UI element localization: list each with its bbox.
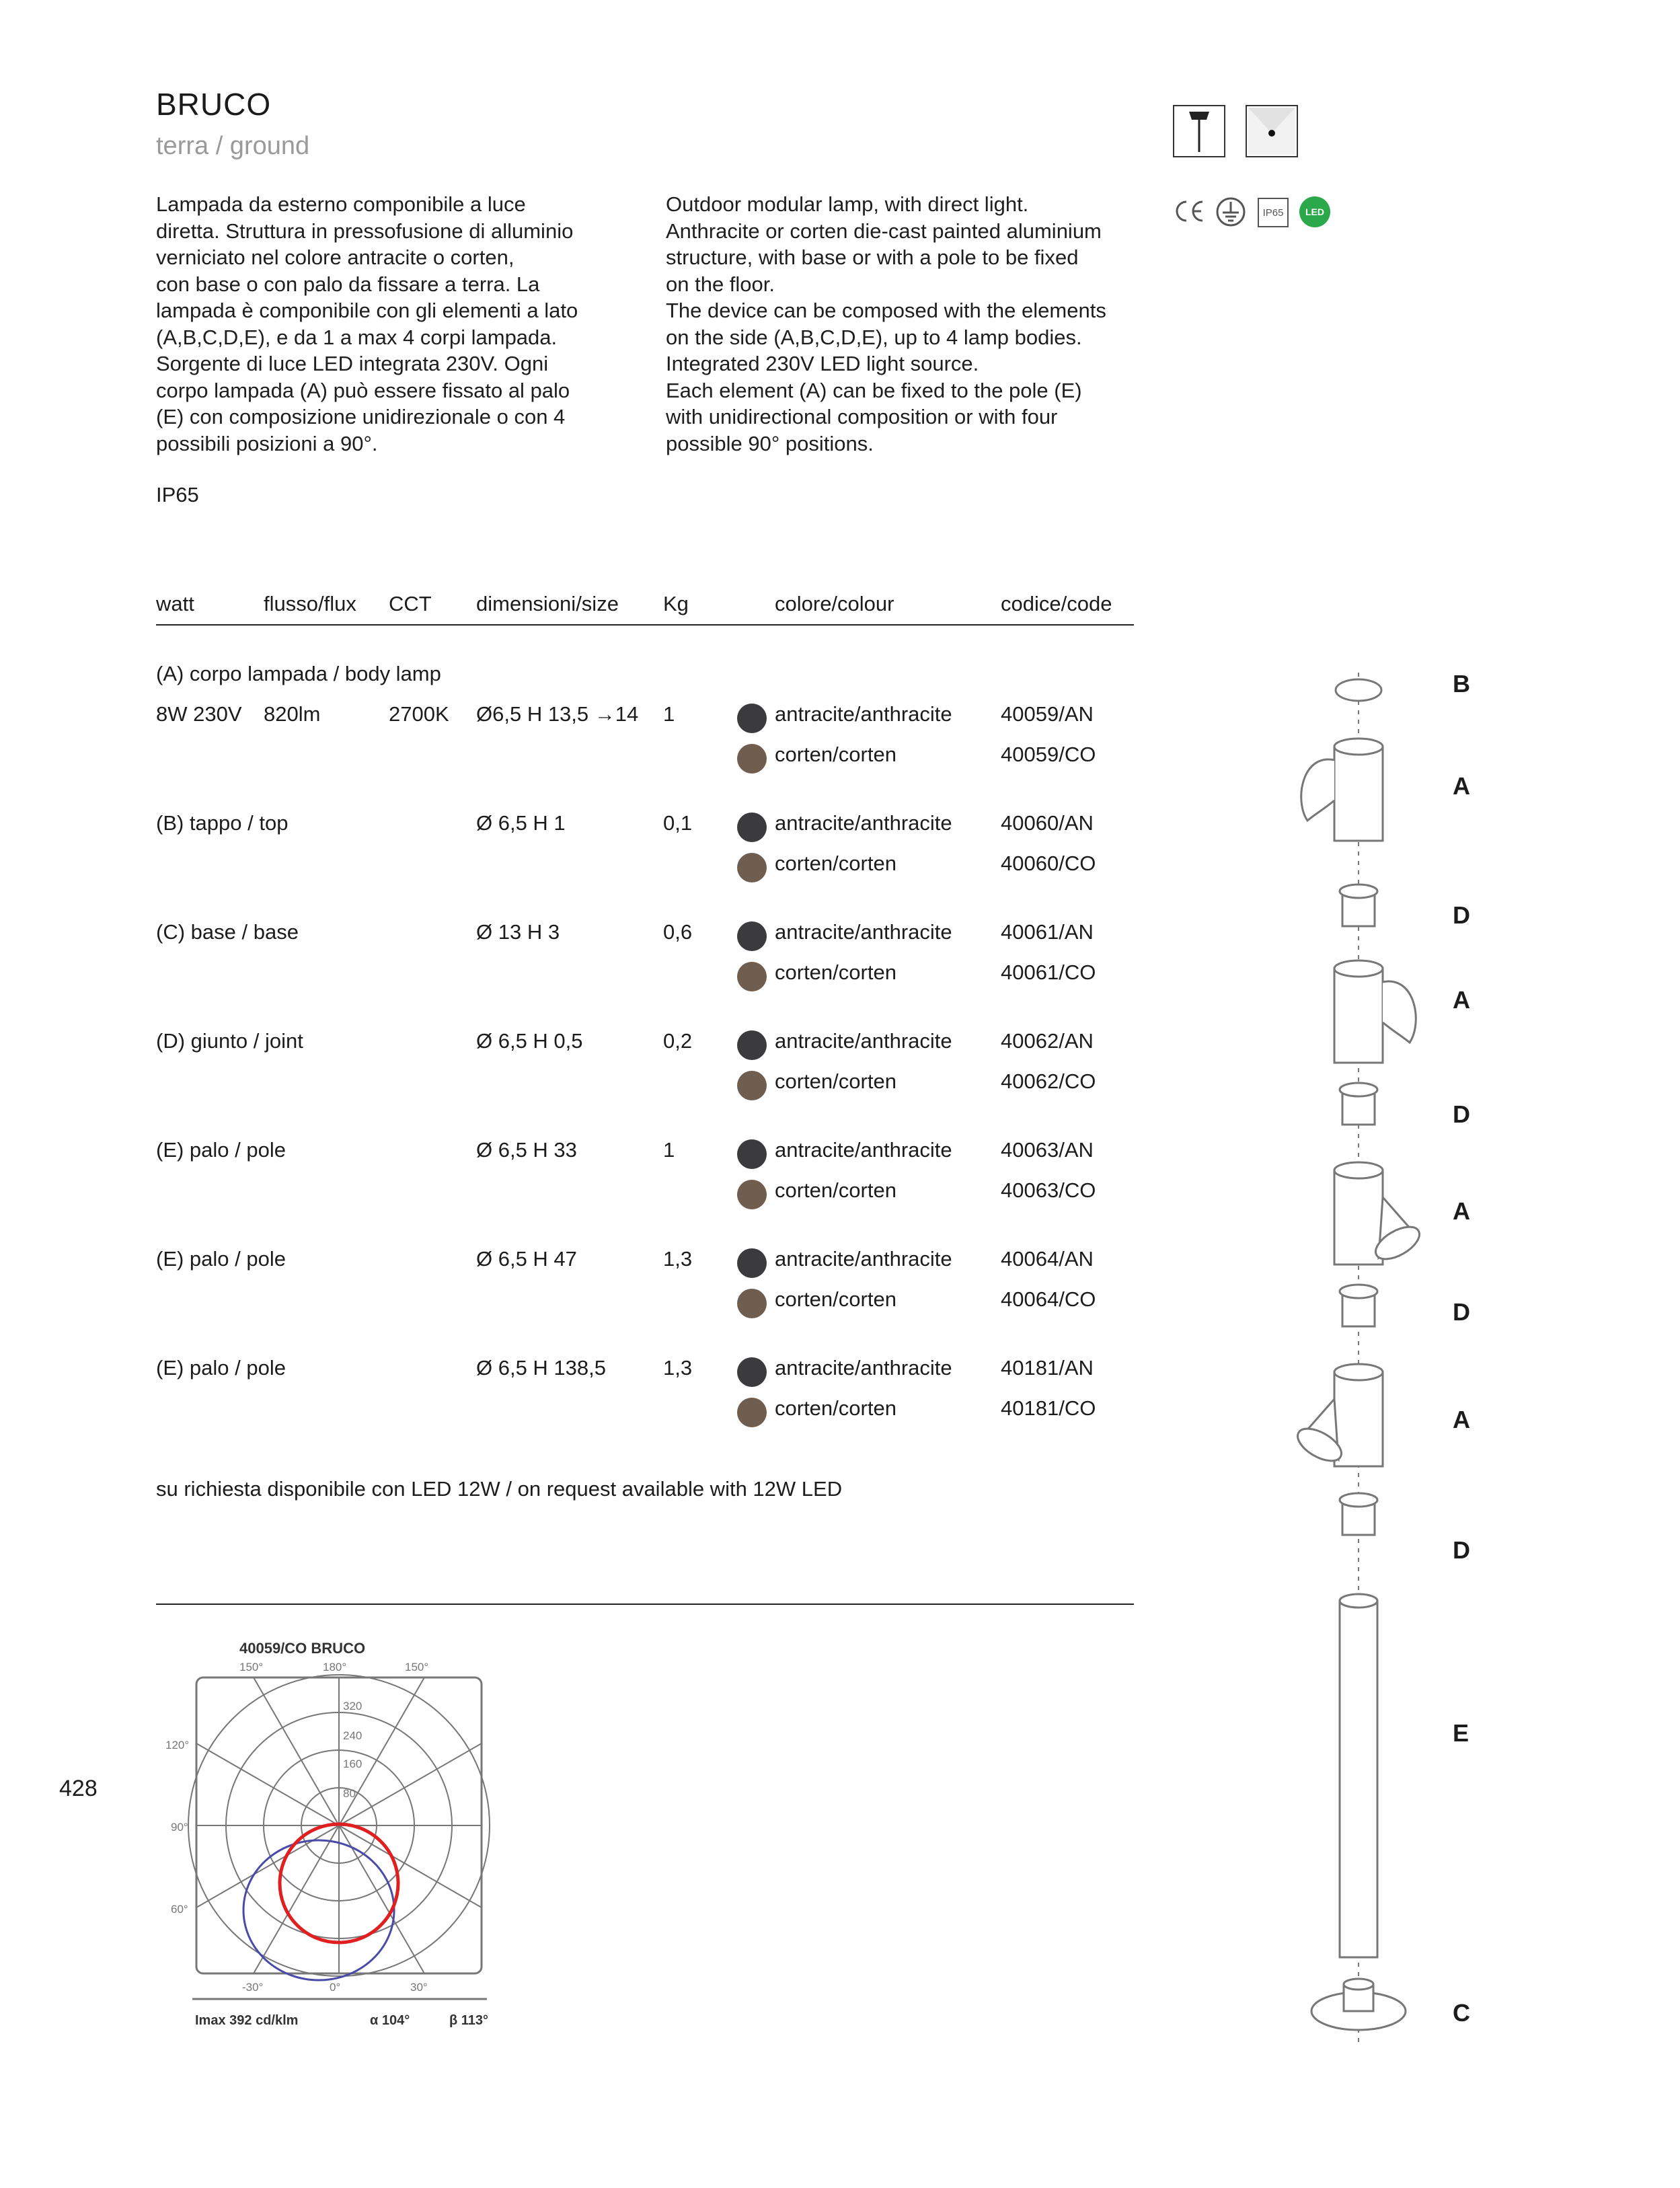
description-line: with unidirectional composition or with four bbox=[666, 405, 1058, 428]
product-subtitle: terra / ground bbox=[156, 132, 310, 160]
cell-colour: antracite/anthracite bbox=[775, 920, 952, 944]
anthracite-swatch bbox=[737, 1139, 767, 1169]
cell-watt: 8W 230V bbox=[156, 702, 242, 726]
cell-code: 40059/CO bbox=[1001, 743, 1096, 766]
part-letter: D bbox=[1453, 901, 1470, 929]
cell-size: Ø 6,5 H 138,5 bbox=[476, 1356, 607, 1380]
exploded-assembly-drawing bbox=[1278, 659, 1439, 2072]
description-line: on the side (A,B,C,D,E), up to 4 lamp bodies. bbox=[666, 325, 1082, 349]
row-label: (E) palo / pole bbox=[156, 1138, 286, 1162]
cell-colour: corten/corten bbox=[775, 960, 896, 984]
description-line: corpo lampada (A) può essere fissato al palo bbox=[156, 378, 570, 402]
page-number: 428 bbox=[59, 1776, 98, 1801]
cell-colour: antracite/anthracite bbox=[775, 1029, 952, 1053]
corten-swatch bbox=[737, 744, 767, 774]
cell-code: 40181/AN bbox=[1001, 1356, 1094, 1380]
radial-label: 320 bbox=[343, 1700, 362, 1712]
description-line: Outdoor modular lamp, with direct light. bbox=[666, 192, 1029, 216]
table-header-divider bbox=[156, 624, 1134, 626]
description-english bbox=[666, 191, 1150, 457]
part-letter: C bbox=[1453, 1999, 1470, 2027]
cell-kg: 1,3 bbox=[663, 1356, 693, 1380]
cell-kg: 0,6 bbox=[663, 920, 693, 944]
cell-code: 40060/CO bbox=[1001, 852, 1096, 875]
earth-ground-icon bbox=[1215, 196, 1247, 231]
cell-flux: 820lm bbox=[264, 702, 321, 726]
part-letter: E bbox=[1453, 1719, 1469, 1747]
cell-code: 40064/CO bbox=[1001, 1287, 1096, 1311]
cell-code: 40063/AN bbox=[1001, 1138, 1094, 1162]
anthracite-swatch bbox=[737, 921, 767, 951]
availability-note: su richiesta disponibile con LED 12W / on request available with 12W LED bbox=[156, 1477, 843, 1501]
led-badge-label: LED bbox=[1305, 206, 1324, 217]
description-line: (E) con composizione unidirezionale o con 4 bbox=[156, 405, 566, 428]
col-header-cct: CCT bbox=[389, 592, 432, 615]
angle-label: 180° bbox=[323, 1661, 347, 1673]
corten-swatch bbox=[737, 962, 767, 991]
ip65-badge-label: IP65 bbox=[1262, 206, 1284, 219]
part-letter: D bbox=[1453, 1298, 1470, 1326]
part-letter: A bbox=[1453, 986, 1470, 1014]
part-letter: A bbox=[1453, 772, 1470, 800]
cell-kg: 0,2 bbox=[663, 1029, 693, 1053]
cell-code: 40062/AN bbox=[1001, 1029, 1094, 1053]
description-line: Lampada da esterno componibile a luce bbox=[156, 192, 526, 216]
cell-colour: corten/corten bbox=[775, 852, 896, 875]
ip-rating: IP65 bbox=[156, 483, 199, 506]
description-line: possibili posizioni a 90°. bbox=[156, 431, 378, 455]
imax-label: Imax 392 cd/klm bbox=[195, 2013, 299, 2028]
radial-label: 80 bbox=[343, 1787, 356, 1800]
cell-colour: antracite/anthracite bbox=[775, 702, 952, 726]
corten-swatch bbox=[737, 1180, 767, 1209]
description-line: The device can be composed with the elements bbox=[666, 299, 1106, 322]
anthracite-swatch bbox=[737, 704, 767, 733]
description-line: Sorgente di luce LED integrata 230V. Ogni bbox=[156, 352, 549, 375]
cell-code: 40181/CO bbox=[1001, 1396, 1096, 1420]
anthracite-swatch bbox=[737, 1030, 767, 1060]
row-label: (E) palo / pole bbox=[156, 1247, 286, 1271]
description-line: verniciato nel colore antracite o corten, bbox=[156, 246, 514, 269]
col-header-kg: Kg bbox=[663, 592, 689, 615]
cell-colour: corten/corten bbox=[775, 1178, 896, 1202]
col-header-watt: watt bbox=[156, 592, 194, 615]
col-header-code: codice/code bbox=[1001, 592, 1112, 615]
section-divider bbox=[156, 1604, 1134, 1605]
description-italian bbox=[156, 191, 627, 457]
angle-label: 90° bbox=[171, 1821, 188, 1834]
row-label: (E) palo / pole bbox=[156, 1356, 286, 1380]
row-label: (B) tappo / top bbox=[156, 811, 289, 835]
floor-lamp-icon bbox=[1173, 105, 1225, 157]
product-title: BRUCO bbox=[156, 87, 272, 122]
cell-code: 40061/CO bbox=[1001, 960, 1096, 984]
cell-size: Ø 6,5 H 1 bbox=[476, 811, 566, 835]
angle-label: 60° bbox=[171, 1903, 188, 1916]
cell-code: 40059/AN bbox=[1001, 702, 1094, 726]
downlight-icon bbox=[1246, 105, 1298, 157]
corten-swatch bbox=[737, 1398, 767, 1427]
cell-colour: antracite/anthracite bbox=[775, 811, 952, 835]
radial-label: 240 bbox=[343, 1729, 362, 1742]
cell-code: 40063/CO bbox=[1001, 1178, 1096, 1202]
cell-code: 40064/AN bbox=[1001, 1247, 1094, 1271]
cell-code: 40061/AN bbox=[1001, 920, 1094, 944]
cell-size: Ø 6,5 H 47 bbox=[476, 1247, 577, 1271]
cell-colour: corten/corten bbox=[775, 1069, 896, 1093]
part-letter: D bbox=[1453, 1536, 1470, 1564]
cell-kg: 1 bbox=[663, 1138, 675, 1162]
description-line: Each element (A) can be fixed to the pole (E) bbox=[666, 378, 1082, 402]
led-badge-icon bbox=[1299, 196, 1330, 227]
angle-label: 150° bbox=[239, 1661, 264, 1673]
cell-colour: corten/corten bbox=[775, 1287, 896, 1311]
description-line: lampada è componibile con gli elementi a lato bbox=[156, 299, 578, 322]
corten-swatch bbox=[737, 1071, 767, 1100]
anthracite-swatch bbox=[737, 813, 767, 842]
cell-colour: corten/corten bbox=[775, 743, 896, 766]
beta-label: β 113° bbox=[449, 2013, 489, 2028]
corten-swatch bbox=[737, 1289, 767, 1318]
description-line: con base o con palo da fissare a terra. La bbox=[156, 272, 540, 296]
cell-code: 40060/AN bbox=[1001, 811, 1094, 835]
description-line: on the floor. bbox=[666, 272, 775, 296]
row-label-body-lamp: (A) corpo lampada / body lamp bbox=[156, 662, 441, 685]
radial-label: 160 bbox=[343, 1758, 362, 1770]
part-letter: A bbox=[1453, 1197, 1470, 1225]
photometric-diagram bbox=[161, 1628, 511, 2045]
cell-colour: antracite/anthracite bbox=[775, 1138, 952, 1162]
alpha-label: α 104° bbox=[370, 2013, 410, 2028]
ip65-badge-icon bbox=[1258, 198, 1289, 227]
angle-label: -30° bbox=[242, 1981, 264, 1994]
part-letter: D bbox=[1453, 1100, 1470, 1128]
part-letter: B bbox=[1453, 670, 1470, 697]
description-line: diretta. Struttura in pressofusione di alluminio bbox=[156, 219, 574, 243]
anthracite-swatch bbox=[737, 1248, 767, 1278]
cell-kg: 1 bbox=[663, 702, 675, 726]
cell-size: Ø6,5 H 13,5 →14 bbox=[476, 702, 639, 726]
row-label: (C) base / base bbox=[156, 920, 299, 944]
col-header-size: dimensioni/size bbox=[476, 592, 619, 615]
cell-colour: corten/corten bbox=[775, 1396, 896, 1420]
cell-cct: 2700K bbox=[389, 702, 449, 726]
cell-size: Ø 6,5 H 0,5 bbox=[476, 1029, 583, 1053]
description-line: Anthracite or corten die-cast painted aluminium bbox=[666, 219, 1102, 243]
cell-kg: 1,3 bbox=[663, 1247, 693, 1271]
col-header-colour: colore/colour bbox=[775, 592, 894, 615]
cell-size: Ø 13 H 3 bbox=[476, 920, 560, 944]
cell-size: Ø 6,5 H 33 bbox=[476, 1138, 577, 1162]
anthracite-swatch bbox=[737, 1357, 767, 1387]
cell-colour: antracite/anthracite bbox=[775, 1356, 952, 1380]
row-label: (D) giunto / joint bbox=[156, 1029, 303, 1053]
description-line: possible 90° positions. bbox=[666, 431, 874, 455]
description-line: (A,B,C,D,E), e da 1 a max 4 corpi lampada. bbox=[156, 325, 558, 349]
angle-label: 150° bbox=[405, 1661, 429, 1673]
corten-swatch bbox=[737, 853, 767, 882]
angle-label: 120° bbox=[165, 1739, 190, 1751]
description-line: Integrated 230V LED light source. bbox=[666, 352, 979, 375]
angle-label: 0° bbox=[330, 1981, 341, 1994]
photometry-title: 40059/CO BRUCO bbox=[239, 1640, 366, 1657]
part-letter: A bbox=[1453, 1406, 1470, 1433]
angle-label: 30° bbox=[410, 1981, 428, 1994]
ce-mark-icon bbox=[1172, 198, 1207, 228]
col-header-flux: flusso/flux bbox=[264, 592, 356, 615]
cell-kg: 0,1 bbox=[663, 811, 693, 835]
description-line: structure, with base or with a pole to be fixed bbox=[666, 246, 1079, 269]
cell-code: 40062/CO bbox=[1001, 1069, 1096, 1093]
cell-colour: antracite/anthracite bbox=[775, 1247, 952, 1271]
